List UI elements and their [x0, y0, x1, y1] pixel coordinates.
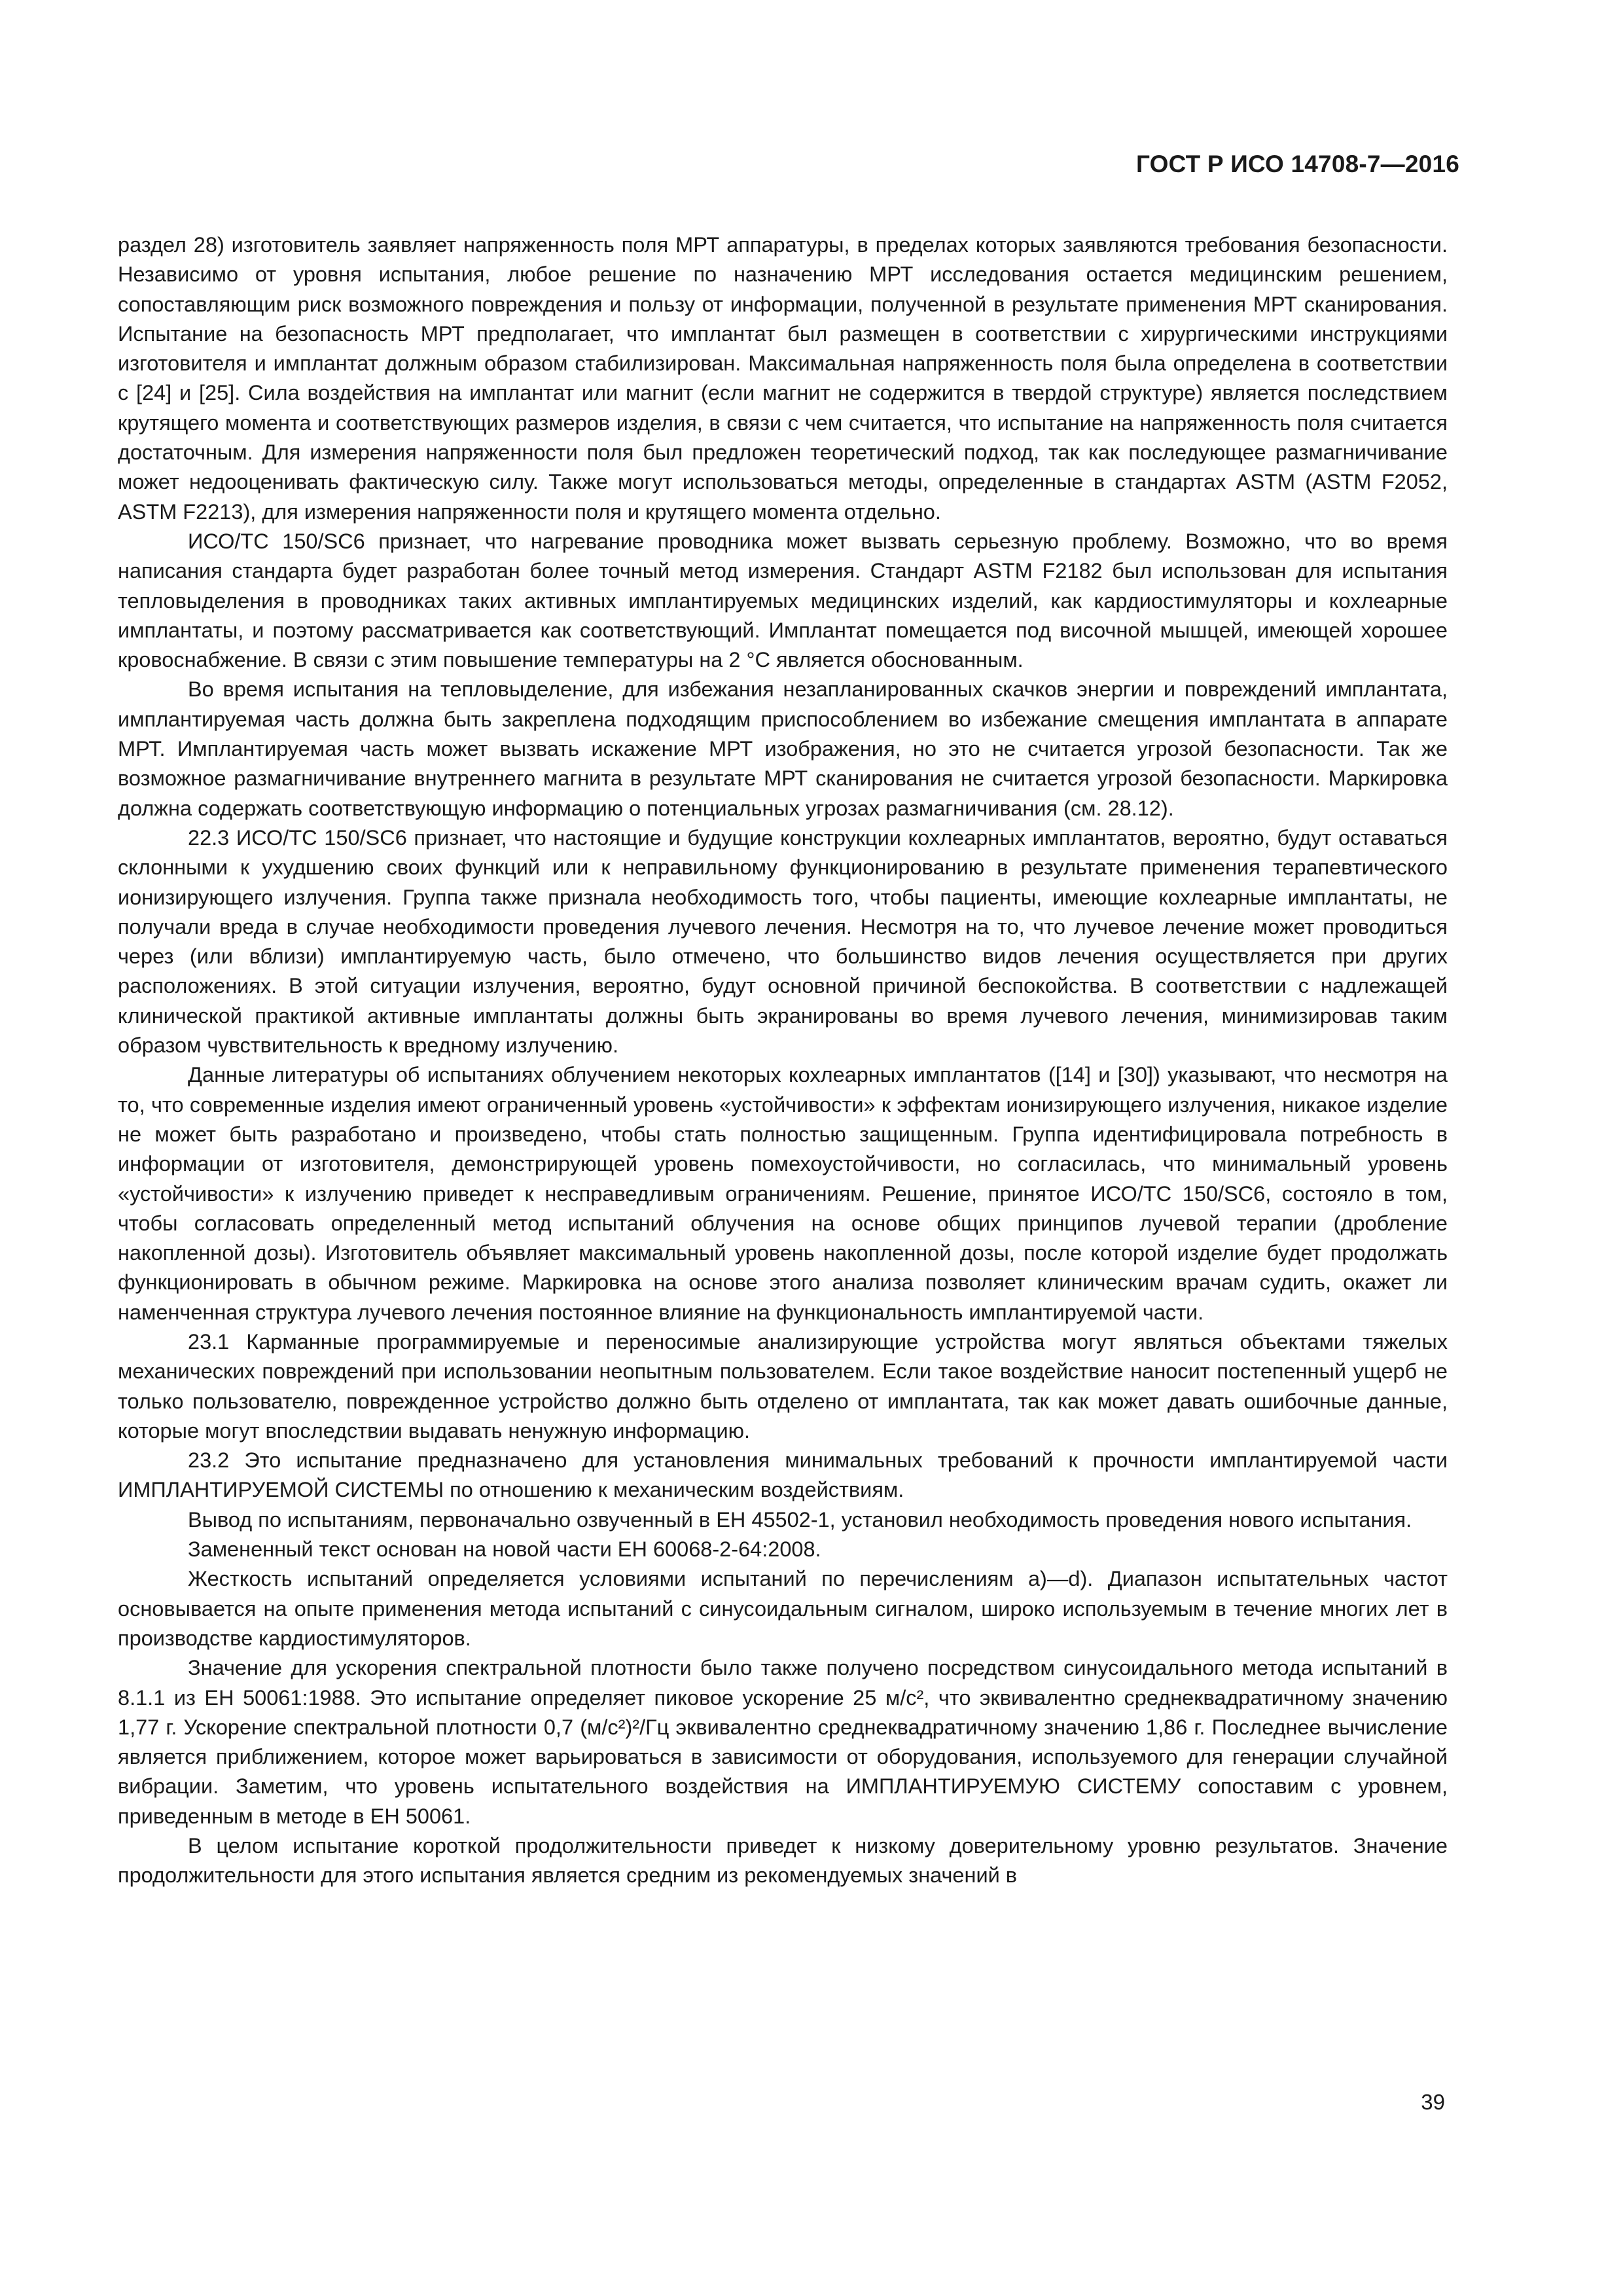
- document-body: [118, 230, 1448, 1891]
- paragraph: В целом испытание короткой продолжительности приведет к низкому доверительному уровню результатов. Значение продолжительности для этого испытания является средним из рекомендуемых значений в: [118, 1834, 1448, 1888]
- paragraph: 23.2 Это испытание предназначено для установления минимальных требований к прочности имплантируемой части ИМПЛАНТИРУЕМОЙ СИСТЕМЫ по отношению к механическим воздействиям.: [118, 1448, 1448, 1502]
- paragraph: Данные литературы об испытаниях облучением некоторых кохлеарных имплантатов ([14] и [30]) указывают, что несмотря на то, что современные изделия имеют ограниченный уровень «устойчивости» к эффектам ионизирующего излучения, никакое изделие не может быть разработано и произведено, чтобы стать полностью защищенным. Группа идентифицировала потребность в информации от изготовителя, демонстрирующей уровень помехоустойчивости, но согласилась, что минимальный уровень «устойчивости» к излучению приведет к несправедливым ограничениям. Решение, принятое ИСО/ТС 150/SC6, состояло в том, чтобы согласовать определенный метод испытаний облучения на основе общих принципов лучевой терапии (дробление накопленной дозы). Изготовитель объявляет максимальный уровень накопленной дозы, после которой изделие будет продолжать функционировать в обычном режиме. Маркировка на основе этого анализа позволяет клиническим врачам судить, окажет ли наменченная структура лучевого лечения постоянное влияние на функциональность имплантируемой части.: [118, 1063, 1448, 1324]
- paragraph: Вывод по испытаниям, первоначально озвученный в ЕН 45502-1, установил необходимость проведения нового испытания.: [188, 1507, 1412, 1532]
- paragraph: Значение для ускорения спектральной плотности было также получено посредством синусоидального метода испытаний в 8.1.1 из ЕН 50061:1988. Это испытание определяет пиковое ускорение 25 м/с², что эквивалентно среднеквадратичному значению 1,77 г. Ускорение спектральной плотности 0,7 (м/с²)²/Гц эквивалентно среднеквадратичному значению 1,86 г. Последнее вычисление является приближением, которое может варьироваться в зависимости от оборудования, используемого для генерации случайной вибрации. Заметим, что уровень испытательного воздействия на ИМПЛАНТИРУЕМУЮ СИСТЕМУ сопоставим с уровнем, приведенным в методе в ЕН 50061.: [118, 1656, 1448, 1828]
- paragraph: Замененный текст основан на новой части ЕН 60068-2-64:2008.: [188, 1537, 821, 1562]
- paragraph: 23.1 Карманные программируемые и переносимые анализирующие устройства могут являться объектами тяжелых механических повреждений при использовании неопытным пользователем. Если такое воздействие наносит постепенный ущерб не только пользователю, поврежденное устройство должно быть отделено от имплантата, так как может давать ошибочные данные, которые могут впоследствии выдавать ненужную информацию.: [118, 1329, 1448, 1443]
- paragraph: ИСО/ТС 150/SC6 признает, что нагревание проводника может вызвать серьезную проблему. Возможно, что во время написания стандарта будет разработан более точный метод измерения. Стандарт ASTM F2182 был использован для испытания тепловыделения в проводниках таких активных имплантируемых медицинских изделий, как кардиостимуляторы и кохлеарные имплантаты, и поэтому рассматривается как соответствующий. Имплантат помещается под височной мышцей, имеющей хорошее кровоснабжение. В связи с этим повышение температуры на 2 °С является обоснованным.: [118, 529, 1448, 672]
- paragraph: Во время испытания на тепловыделение, для избежания незапланированных скачков энергии и повреждений имплантата, имплантируемая часть должна быть закреплена подходящим приспособлением во избежание смещения имплантата в аппарате МРТ. Имплантируемая часть может вызвать искажение МРТ изображения, но это не считается угрозой безопасности. Так же возможное размагничивание внутреннего магнита в результате МРТ сканирования не считается угрозой безопасности. Маркировка должна содержать соответствующую информацию о потенциальных угрозах размагничивания (см. 28.12).: [118, 677, 1448, 820]
- page-number: 39: [1421, 2090, 1445, 2114]
- paragraph: Жесткость испытаний определяется условиями испытаний по перечислениям а)—d). Диапазон испытательных частот основывается на опыте применения метода испытаний с синусоидальным сигналом, широко используемым в течение многих лет в производстве кардиостимуляторов.: [118, 1567, 1448, 1650]
- paragraph: раздел 28) изготовитель заявляет напряженность поля МРТ аппаратуры, в пределах которых заявляются требования безопасности. Независимо от уровня испытания, любое решение по назначению МРТ исследования остается медицинским решением, сопоставляющим риск возможного повреждения и пользу от информации, полученной в результате применения МРТ сканирования. Испытание на безопасность МРТ предполагает, что имплантат был размещен в соответствии с хирургическими инструкциями изготовителя и имплантат должным образом стабилизирован. Максимальная напряженность поля была определена в соответствии с [24] и [25]. Сила воздействия на имплантат или магнит (если магнит не содержится в твердой структуре) является последствием крутящего момента и соответствующих размеров изделия, в связи с чем считается, что испытание на напряженность поля считается достаточным. Для измерения напряженности поля был предложен теоретический подход, так как последующее размагничивание может недооценивать фактическую силу. Также могут использоваться методы, определенные в стандартах ASTM (ASTM F2052, ASTM F2213), для измерения напряженности поля и крутящего момента отдельно.: [118, 233, 1448, 524]
- paragraph: 22.3 ИСО/ТС 150/SC6 признает, что настоящие и будущие конструкции кохлеарных имплантатов, вероятно, будут оставаться склонными к ухудшению своих функций или к неправильному функционированию в результате применения терапевтического ионизирующего излучения. Группа также признала необходимость того, чтобы пациенты, имеющие кохлеарные имплантаты, не получали вреда в случае необходимости проведения лучевого лечения. Несмотря на то, что лучевое лечение может проводиться через (или вблизи) имплантируемую часть, было отмечено, что большинство видов лечения осуществляется при других расположениях. В этой ситуации излучения, вероятно, будут основной причиной беспокойства. В соответствии с надлежащей клинической практикой активные имплантаты должны быть экранированы во время лучевого лечения, минимизировав таким образом чувствительность к вредному излучению.: [118, 825, 1448, 1058]
- document-header-title: ГОСТ Р ИСО 14708-7—2016: [1135, 151, 1459, 177]
